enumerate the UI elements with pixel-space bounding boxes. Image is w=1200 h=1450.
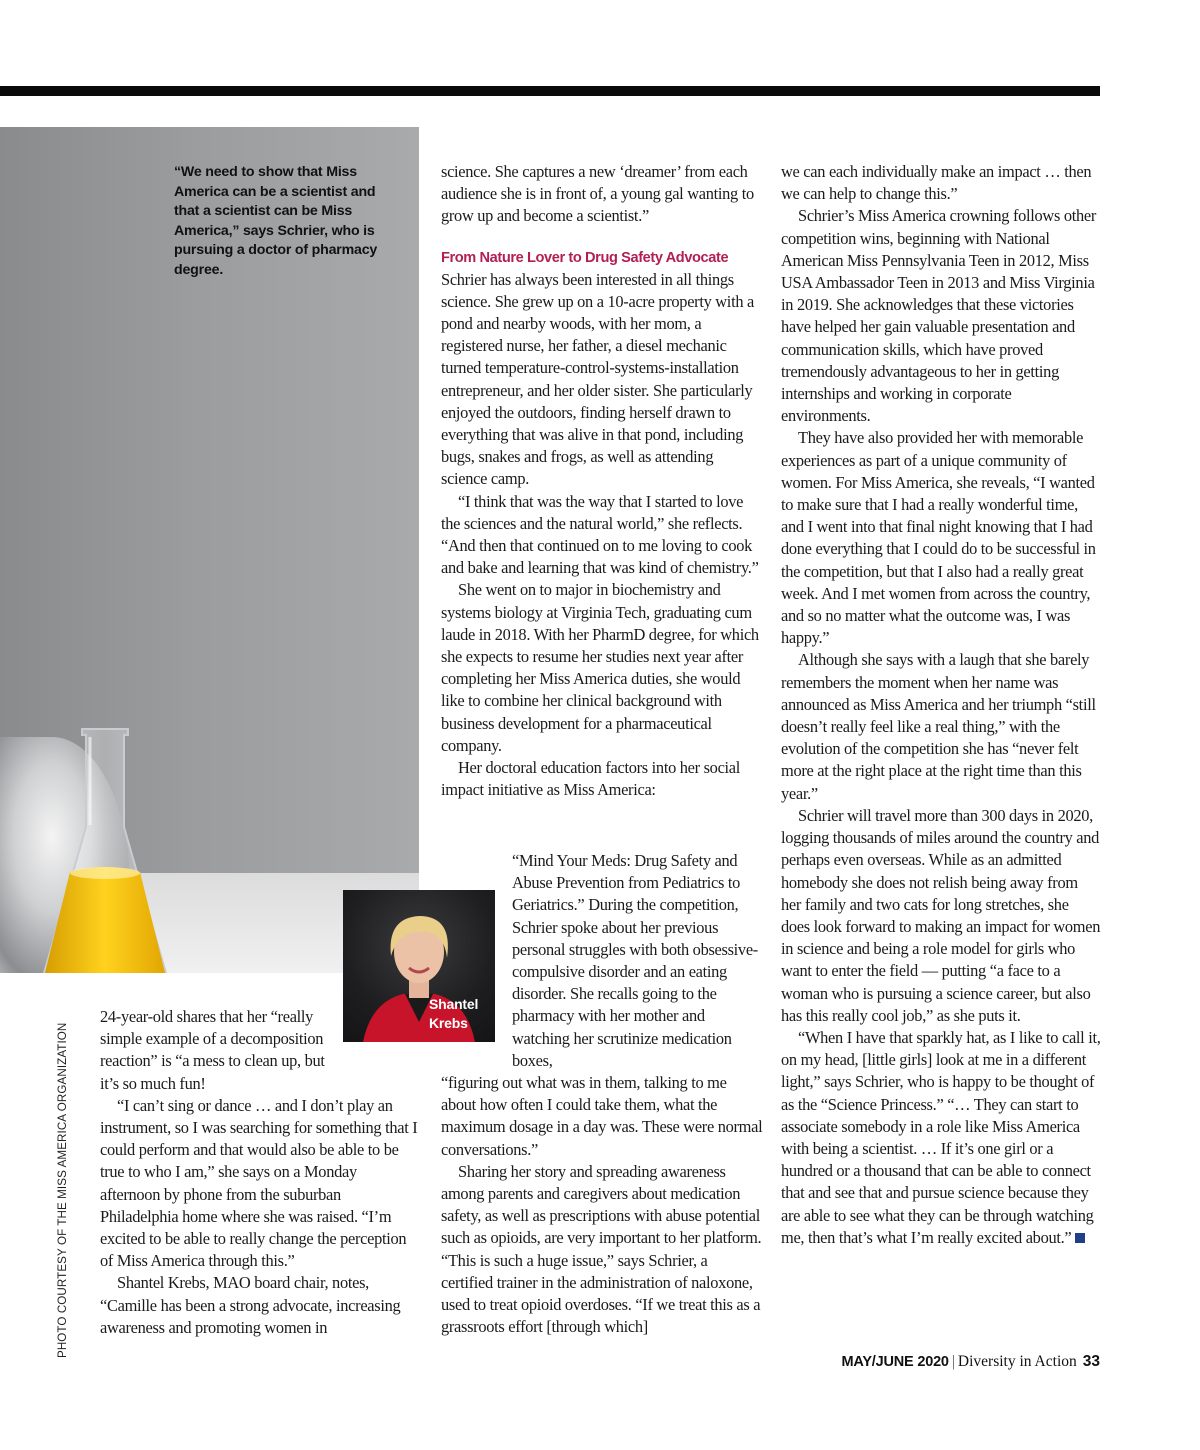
top-rule [0,86,1100,96]
paragraph: “I think that was the way that I started to love the sciences and the natural world,” she reflects. “And then that continued on to me loving to cook and bake and learning that was kind of chemistry.” [441,491,759,578]
end-of-article-mark [1075,1233,1085,1243]
paragraph: Sharing her story and spreading awareness among parents and caregivers about medication safety, as well as prescriptions with abuse potential such as opioids, are very important to her platform. “This is such a huge issue,” says Schrier, a certified trainer in the administration of naloxone, used to treat opioid overdoses. “If we treat this as a grassroots effort [through which] [441,1161,762,1337]
paragraph: “Mind Your Meds: Drug Safety and Abuse Prevention from Pediatrics to Geriatrics.” During the competition, Schrier spoke about her previous personal struggles with both obsessive-compulsive disorder and an eating disorder. She recalls going to the pharmacy with her mother and watching her scrutinize medication boxes, [512,851,758,1070]
paragraph: Although she says with a laugh that she barely remembers the moment when her name was announced as Miss America and her triumph “still doesn’t really feel like a real thing,” with the evolution of the competition she has “never felt more at the right place at the right time than this year.” [781,650,1096,803]
flask-image [30,727,180,973]
photo-credit: PHOTO COURTESY OF THE MISS AMERICA ORGANIZATION [56,1022,69,1358]
final-paragraph-text: “When I have that sparkly hat, as I like to call it, on my head, [little girls] look at me in a different light,” says Schrier, who is happy to be thought of as the “Science Princess.” “… They can start to associate somebody in a role like Miss America with being a scientist. … If it’s one girl or a hundred or a thousand that can be able to connect that and see that and pursue science because they are able to see what they can be through watching me, then that’s what I’m really excited about.” [781,1027,1101,1247]
paragraph: “I can’t sing or dance … and I don’t play an instrument, so I was searching for something that I could perform and that would also be able to be true to who I am,” she says on a Monday afternoon by phone from the suburban Philadelphia home where she was raised. “I’m excited to be able to really change the perception of Miss America through this.” [100,1095,418,1271]
paragraph: Shantel Krebs, MAO board chair, notes, “Camille has been a strong advocate, increasing awareness and promoting women in [100,1273,401,1337]
column-1 [100,1006,420,1339]
issue-date: MAY/JUNE 2020 [841,1354,949,1370]
publication-name: Diversity in Action [957,1353,1077,1370]
paragraph: we can each individually make an impact … then we can help to change this.” [781,162,1092,204]
column-2-continued [441,1072,763,1338]
paragraph: She went on to major in biochemistry and systems biology at Virginia Tech, graduating cum laude in 2018. With her PharmD degree, for which she expects to resume her studies next year after completing her Miss America duties, she would like to combine her clinical background with business development for a pharmaceutical company. [441,580,759,755]
pull-quote: “We need to show that Miss America can be a scientist and that a scientist can be Miss America,” says Schrier, who is pursuing a doctor of pharmacy degree. [174,164,378,278]
portrait-last-name: Krebs [429,1015,468,1031]
paragraph [781,1027,1101,1249]
portrait-first-name: Shantel [429,996,479,1012]
paragraph: 24-year-old shares that her “really simple example of a decomposition reaction” is “a mess to clean up, but it’s so much fun! [100,1007,325,1093]
paragraph: Schrier will travel more than 300 days in 2020, logging thousands of miles around the country and perhaps even overseas. While as an admitted homebody she does not relish being away from her family and two cats for long stretches, she does look forward to making an impact for women in science and being a role model for girls who want to enter the field — putting “a face to a woman who is pursuing a science career, but also has this really cool job,” as she puts it. [781,805,1101,1025]
paragraph: Schrier has always been interested in all things science. She grew up on a 10-acre property with a pond and nearby woods, with her mom, a registered nurse, her father, a diesel mechanic turned temperature-control-systems-installation entrepreneur, and her older sister. She particularly enjoyed the outdoors, finding herself drawn to everything that was alive in that pond, including bugs, snakes and frogs, as well as attending science camp. [441,269,754,489]
portrait-photo [343,890,495,1042]
column-3 [781,161,1101,1249]
paragraph: science. She captures a new ‘dreamer’ from each audience she is in front of, a young gal wanting to grow up and become a scientist.” [441,162,754,226]
column-2 [441,161,763,801]
paragraph: They have also provided her with memorable experiences as part of a unique community of women. For Miss America, she reveals, “I wanted to make sure that I had a really wonderful time, and I went into that final night knowing that I had done everything that I could do to be successful in the competition, but that I also had a really great week. And I met women from across the country, and so no matter what the outcome was, I was happy.” [781,428,1096,648]
section-subhead: From Nature Lover to Drug Safety Advocate [441,249,729,266]
page-footer [842,1353,1100,1371]
paragraph: “figuring out what was in them, talking to me about how often I could take them, what the maximum dosage in a day was. These were normal conversations.” [441,1073,763,1159]
page-number: 33 [1082,1353,1100,1370]
footer-separator: | [951,1353,955,1370]
portrait-caption [429,995,495,1033]
paragraph: Schrier’s Miss America crowning follows other competition wins, beginning with National American Miss Pennsylvania Teen in 2012, Miss USA Ambassador Teen in 2013 and Miss Virginia in 2019. She acknowledges that these victories have helped her gain valuable presentation and communication skills, which have proved tremendously advantageous to her in getting internships and working in corporate environments. [781,206,1097,426]
paragraph: Her doctoral education factors into her social impact initiative as Miss America: [441,758,741,800]
column-2-inset-text [512,850,762,1072]
